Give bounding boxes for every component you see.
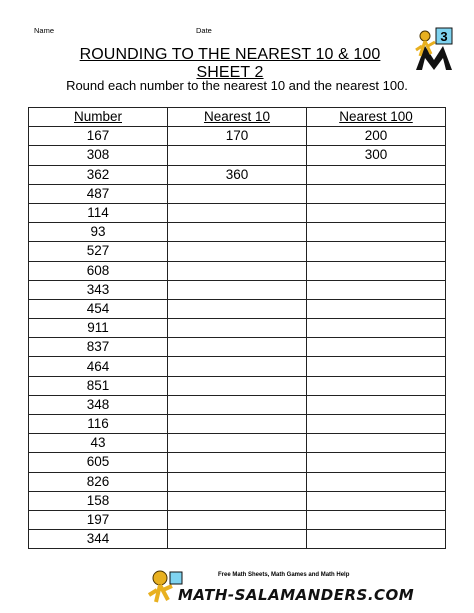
grade-3-logo: [412, 26, 456, 72]
nearest-10-cell[interactable]: [168, 242, 307, 261]
number-cell: 851: [29, 376, 168, 395]
nearest-100-cell[interactable]: [307, 472, 446, 491]
number-cell: 308: [29, 146, 168, 165]
table-row: [29, 357, 446, 376]
nearest-10-cell[interactable]: [168, 203, 307, 222]
nearest-10-cell[interactable]: 170: [168, 127, 307, 146]
salamander-icon: [420, 31, 430, 41]
nearest-10-cell[interactable]: [168, 146, 307, 165]
nearest-100-cell[interactable]: [307, 376, 446, 395]
worksheet-title: ROUNDING TO THE NEAREST 10 & 100 SHEET 2: [79, 46, 381, 81]
table-row: [29, 453, 446, 472]
nearest-100-cell[interactable]: [307, 338, 446, 357]
number-cell: 343: [29, 280, 168, 299]
number-cell: 487: [29, 184, 168, 203]
number-cell: 608: [29, 261, 168, 280]
number-cell: 93: [29, 223, 168, 242]
number-cell: 911: [29, 319, 168, 338]
table-row: [29, 415, 446, 434]
date-label: Date: [196, 26, 212, 35]
number-cell: 464: [29, 357, 168, 376]
number-cell: 197: [29, 510, 168, 529]
nearest-100-cell[interactable]: [307, 261, 446, 280]
column-header-nearest-100: Nearest 100: [307, 108, 446, 127]
name-label: Name: [34, 26, 55, 35]
table-row: [29, 299, 446, 318]
column-header-number: Number: [29, 108, 168, 127]
number-cell: 837: [29, 338, 168, 357]
table-row: [29, 184, 446, 203]
number-cell: 43: [29, 434, 168, 453]
table-row: [29, 376, 446, 395]
nearest-10-cell[interactable]: [168, 453, 307, 472]
table-header-row: [29, 108, 446, 127]
number-cell: 826: [29, 472, 168, 491]
nearest-100-cell[interactable]: [307, 223, 446, 242]
nearest-100-cell[interactable]: [307, 280, 446, 299]
footer-url: MATH-SALAMANDERS.COM: [178, 586, 415, 604]
nearest-100-cell[interactable]: [307, 184, 446, 203]
nearest-10-cell[interactable]: [168, 530, 307, 549]
nearest-100-cell[interactable]: [307, 530, 446, 549]
nearest-100-cell[interactable]: [307, 434, 446, 453]
number-cell: 158: [29, 491, 168, 510]
table-row: [29, 530, 446, 549]
column-header-nearest-10: Nearest 10: [168, 108, 307, 127]
number-cell: 344: [29, 530, 168, 549]
number-cell: 527: [29, 242, 168, 261]
number-cell: 362: [29, 165, 168, 184]
nearest-100-cell[interactable]: 300: [307, 146, 446, 165]
nearest-100-cell[interactable]: [307, 395, 446, 414]
nearest-10-cell[interactable]: [168, 280, 307, 299]
nearest-10-cell[interactable]: [168, 434, 307, 453]
nearest-10-cell[interactable]: [168, 319, 307, 338]
nearest-10-cell[interactable]: [168, 261, 307, 280]
nearest-100-cell[interactable]: [307, 319, 446, 338]
table-row: [29, 434, 446, 453]
nearest-100-cell[interactable]: [307, 491, 446, 510]
nearest-100-cell[interactable]: 200: [307, 127, 446, 146]
table-row: [29, 146, 446, 165]
table-row: [29, 510, 446, 529]
table-row: [29, 395, 446, 414]
footer: [0, 566, 474, 613]
nearest-10-cell[interactable]: [168, 299, 307, 318]
nearest-10-cell[interactable]: [168, 510, 307, 529]
nearest-100-cell[interactable]: [307, 415, 446, 434]
nearest-10-cell[interactable]: [168, 376, 307, 395]
table-row: [29, 472, 446, 491]
number-cell: 114: [29, 203, 168, 222]
nearest-10-cell[interactable]: [168, 184, 307, 203]
footer-tagline: Free Math Sheets, Math Games and Math Help: [218, 572, 350, 578]
nearest-10-cell[interactable]: [168, 395, 307, 414]
nearest-10-cell[interactable]: [168, 491, 307, 510]
nearest-100-cell[interactable]: [307, 203, 446, 222]
nearest-10-cell[interactable]: [168, 338, 307, 357]
table-row: [29, 203, 446, 222]
nearest-100-cell[interactable]: [307, 242, 446, 261]
table-row: [29, 165, 446, 184]
table-row: [29, 319, 446, 338]
nearest-100-cell[interactable]: [307, 299, 446, 318]
number-cell: 116: [29, 415, 168, 434]
nearest-100-cell[interactable]: [307, 510, 446, 529]
table-row: [29, 491, 446, 510]
grade-badge-number: 3: [440, 29, 448, 44]
nearest-100-cell[interactable]: [307, 453, 446, 472]
table-row: [29, 242, 446, 261]
nearest-10-cell[interactable]: [168, 223, 307, 242]
number-cell: 167: [29, 127, 168, 146]
table-row: [29, 127, 446, 146]
instructions: Round each number to the nearest 10 and the nearest 100.: [66, 78, 408, 93]
table-row: [29, 338, 446, 357]
number-cell: 454: [29, 299, 168, 318]
table-row: [29, 223, 446, 242]
nearest-10-cell[interactable]: [168, 357, 307, 376]
nearest-10-cell[interactable]: 360: [168, 165, 307, 184]
nearest-10-cell[interactable]: [168, 472, 307, 491]
number-cell: 605: [29, 453, 168, 472]
number-cell: 348: [29, 395, 168, 414]
rounding-table: [28, 107, 446, 549]
table-row: [29, 280, 446, 299]
nearest-100-cell[interactable]: [307, 165, 446, 184]
nearest-10-cell[interactable]: [168, 415, 307, 434]
nearest-100-cell[interactable]: [307, 357, 446, 376]
table-row: [29, 261, 446, 280]
